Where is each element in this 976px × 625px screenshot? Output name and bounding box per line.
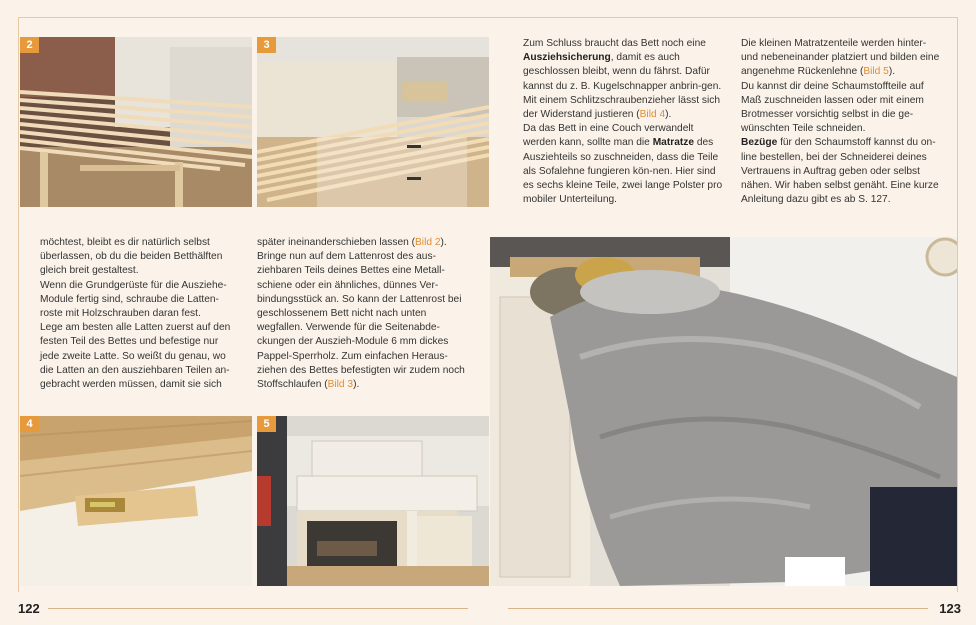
paragraph xyxy=(741,136,941,207)
paragraph xyxy=(257,236,467,250)
text: Bringe nun auf dem Lattenrost des aus-ziehbaren Teils deines Bettes eine Metall-schiene oder ein ähnliches, dünnes Ver-bindungsstück an. So kann der Lattenrost bei geschlossenem Bett nicht nach unten wegfallen. Verwende für die Seitenabde-ckungen der Auszieh-Module 6 mm dickes Pappel-Sperrholz. Zum einfachen Heraus-ziehen des Bettes befestigten wir zudem noch Stoffschlaufen ( xyxy=(257,251,465,391)
figure-reference: Bild 4 xyxy=(639,109,666,121)
footer-rule-right xyxy=(508,608,928,609)
paragraph xyxy=(523,37,728,122)
photo-bild-3 xyxy=(257,37,489,207)
text: Zum Schluss braucht das Bett noch eine xyxy=(523,38,706,49)
text: Da das Bett in eine Couch verwandelt werden kann, sollte man die xyxy=(523,123,694,149)
text-column-right-top-2 xyxy=(741,37,941,207)
text: ). xyxy=(353,379,360,391)
text: des Ausziehteils so zuschneiden, dass die Teile als Sofalehne fungieren kön-nen. Hier sind es sechs kleine Teile, zwei lange Polster pro mobiler Unterteilung. xyxy=(523,137,723,206)
paragraph xyxy=(523,122,728,207)
text: ). xyxy=(888,66,896,78)
photo-bild-5 xyxy=(257,416,489,586)
text: ). xyxy=(440,237,447,248)
photo-number-badge: 2 xyxy=(20,37,39,53)
figure-reference: Bild 3 xyxy=(327,379,354,391)
paragraph: Wenn die Grundgerüste für die Ausziehe-Module fertig sind, schraube die Latten-roste mit Holzschrauben daran fest. xyxy=(40,279,227,320)
bold-term: Bezüge xyxy=(741,137,778,149)
frame-right-line xyxy=(957,17,958,592)
photo-number-badge: 3 xyxy=(257,37,276,53)
footer-rule-left xyxy=(48,608,468,609)
figure-reference: Bild 2 xyxy=(415,237,441,248)
paragraph: Du kannst dir deine Schaumstoffteile auf Maß zuschneiden lassen oder mit einem Brotmesser vorsichtig selbst in die ge-wünschten Teile schneiden. xyxy=(741,80,924,135)
text: für den Schaumstoff kannst du on-line bestellen, bei der Schneiderei deines Vertrauens in Auftrag geben oder selbst nähen. Wir haben selbst genäht. Eine kurze Anleitung dazu gibt es ab S. 127. xyxy=(741,137,939,206)
photo-number-badge: 4 xyxy=(20,416,39,432)
bold-term: Ausziehsicherung xyxy=(523,52,611,64)
page-number-right: 123 xyxy=(939,601,961,616)
text: , damit es auch geschlossen bleibt, wenn du fährst. Dafür kannst du z. B. Kugelschnapper anbrin-gen. Mit einem Schlitzschraubenzieher lässt sich der Widerstand justieren ( xyxy=(523,52,722,121)
text-column-center-middle xyxy=(257,236,467,392)
photo-number-badge: 5 xyxy=(257,416,276,432)
photo-bild-2 xyxy=(20,37,252,207)
text: Die kleinen Matratzenteile werden hinter- und nebeneinander platziert und bilden eine angenehme Rückenlehne ( xyxy=(741,38,940,78)
photo-bed-couch xyxy=(490,237,957,586)
text: später ineinanderschieben lassen ( xyxy=(257,237,416,248)
text-column-right-top-1 xyxy=(523,37,728,207)
frame-top-line xyxy=(18,17,958,18)
paragraph xyxy=(257,250,467,392)
paragraph: Lege am besten alle Latten zuerst auf den festen Teil des Bettes und befestige nur jede zweite Latte. So weißt du genau, wo die Latten an den ausziehbaren Teilen an-gebracht werden müssen, damit sie sich xyxy=(40,322,231,391)
page-number-left: 122 xyxy=(18,601,40,616)
figure-reference: Bild 5 xyxy=(863,66,889,78)
frame-left-line xyxy=(18,17,19,592)
paragraph xyxy=(741,37,941,80)
text-column-left-middle xyxy=(40,236,238,392)
photo-bild-4 xyxy=(20,416,252,586)
text: ). xyxy=(665,109,672,121)
bold-term: Matratze xyxy=(652,137,695,149)
paragraph: möchtest, bleibt es dir natürlich selbst überlassen, ob du die beiden Betthälften gleich breit gestaltest. xyxy=(40,237,223,277)
